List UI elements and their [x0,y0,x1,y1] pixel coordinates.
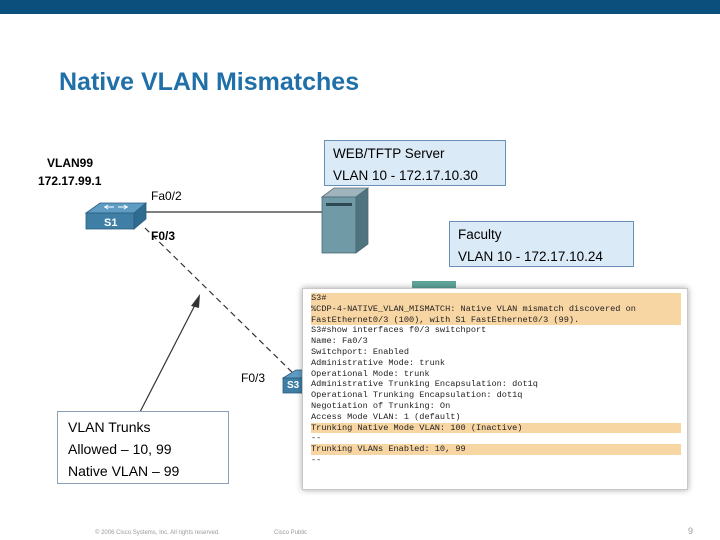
s3-switch-label: S3 [287,380,300,391]
cli-line: S3#show interfaces f0/3 switchport [311,325,487,336]
faculty-callout-title: Faculty [458,227,502,242]
cli-line: %CDP-4-NATIVE_VLAN_MISMATCH: Native VLAN mismatch discovered on [311,304,681,315]
slide-title: Native VLAN Mismatches [59,68,360,96]
faculty-callout [449,221,634,267]
cli-line: Name: Fa0/3 [311,336,368,347]
faculty-callout-address: VLAN 10 - 172.17.10.24 [458,249,603,264]
s1-switch-label: S1 [104,217,118,229]
trunk-link [145,228,298,378]
cli-line: Switchport: Enabled [311,346,409,357]
footer-copyright: © 2006 Cisco Systems, Inc. All rights reserved. [95,530,220,536]
cli-line: Trunking VLANs Enabled: 10, 99 [311,444,681,455]
trunk-note [57,411,229,484]
cli-line: S3# [311,293,681,304]
cli-line: Operational Mode: trunk [311,368,430,379]
note-pointer-line [140,305,195,412]
cli-line: Access Mode VLAN: 1 (default) [311,411,461,422]
cli-line: -- [311,454,322,465]
s3-port-f03: F0/3 [241,371,266,385]
s1-port-f03: F0/3 [151,229,176,243]
cli-line: Negotiation of Trunking: On [311,400,451,411]
page-number: 9 [688,526,694,536]
cli-line: Operational Trunking Encapsulation: dot1q [311,390,523,401]
note-pointer-arrowhead [191,294,200,308]
trunk-note-title: VLAN Trunks [68,419,151,435]
cli-line: Administrative Mode: trunk [311,357,446,368]
server-callout [324,140,506,186]
server-callout-title: WEB/TFTP Server [333,146,445,161]
cli-line: -- [311,433,322,444]
cli-output-window [302,288,688,490]
s1-port-fa02: Fa0/2 [151,189,182,203]
cli-line: Trunking Native Mode VLAN: 100 (Inactive) [311,423,681,434]
cli-line: FastEthernet0/3 (100), with S1 FastEthernet0/3 (99). [311,315,681,326]
server-callout-address: VLAN 10 - 172.17.10.30 [333,168,478,183]
trunk-note-native: Native VLAN – 99 [68,463,180,479]
cli-line: Administrative Trunking Encapsulation: dot1q [311,379,538,390]
server-icon [322,188,368,253]
footer-classification: Cisco Public [274,530,308,536]
s1-vlan-ip: 172.17.99.1 [38,174,102,188]
trunk-note-allowed: Allowed – 10, 99 [68,441,172,457]
s1-vlan-name: VLAN99 [47,156,94,170]
